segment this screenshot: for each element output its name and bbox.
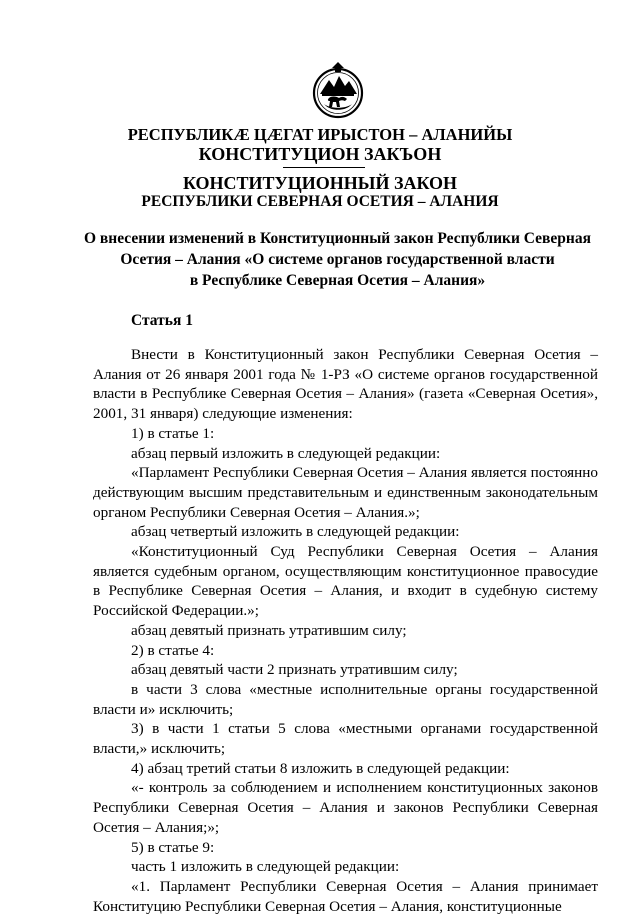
body-paragraph: в части 3 слова «местные исполнительные органы государственной власти и» исключить; (93, 680, 598, 718)
body-paragraph: 2) в статье 4: (131, 641, 215, 659)
body-paragraph: Внести в Конституционный закон Республики Северная Осетия – Алания от 26 января 2001 года № 1-РЗ «О системе органов государственной власти в Республике Северная Осетия – Алания» (газета «Северная Осетия», 2001, 31 января) следующие изменения: (93, 346, 598, 423)
header-republic-ossetian: РЕСПУБЛИКÆ ЦÆГАТ ИРЫСТОН – АЛАНИЙЫ (127, 125, 513, 144)
article-title: Статья 1 (131, 312, 193, 329)
header-law-type-ossetian: КОНСТИТУЦИОН ЗАКЪОН (198, 144, 442, 164)
body-paragraph: «Конституционный Суд Республики Северная Осетия – Алания является судебным органом, осуществляющим конституционное правосудие в Республике Северная Осетия – Алания, и входит в судебную систему Российской Федерации.»; (93, 543, 598, 620)
body-paragraph: абзац первый изложить в следующей редакции: (131, 444, 441, 462)
body-paragraph: абзац девятый признать утратившим силу; (131, 621, 407, 639)
header-republic-russian: РЕСПУБЛИКИ СЕВЕРНАЯ ОСЕТИЯ – АЛАНИЯ (141, 193, 499, 210)
body-paragraph: 5) в статье 9: (131, 838, 215, 856)
body-paragraph: «Парламент Республики Северная Осетия – Алания является постоянно действующим высшим представительным и единственным законодательным органом Республики Северная Осетия – Алания.»; (93, 464, 598, 521)
coat-of-arms-icon (312, 60, 364, 122)
article-body (93, 345, 598, 916)
body-paragraph: часть 1 изложить в следующей редакции: (131, 858, 400, 876)
law-subject-line: О внесении изменений в Конституционный закон Республики Северная (83, 230, 591, 247)
law-subject-line: Осетия – Алания «О системе органов государственной власти (120, 251, 555, 268)
law-subject (80, 228, 595, 291)
body-paragraph: «- контроль за соблюдением и исполнением конституционных законов Республики Северная Осетия – Алания и законов Республики Северная Осетия – Алания;»; (93, 779, 598, 836)
law-subject-line: в Республике Северная Осетия – Алания» (189, 272, 486, 289)
body-paragraph: 1) в статье 1: (131, 424, 215, 442)
header-law-type-russian: КОНСТИТУЦИОННЫЙ ЗАКОН (182, 173, 458, 193)
body-paragraph: 4) абзац третий статьи 8 изложить в следующей редакции: (131, 759, 510, 777)
header-divider (283, 167, 365, 168)
body-paragraph: «1. Парламент Республики Северная Осетия – Алания принимает Конституцию Республики Северная Осетия – Алания, конституционные (93, 877, 598, 915)
body-paragraph: абзац девятый части 2 признать утратившим силу; (131, 661, 458, 679)
body-paragraph: 3) в части 1 статьи 5 слова «местными органами государственной власти,» исключить; (93, 720, 598, 758)
body-paragraph: абзац четвертый изложить в следующей редакции: (131, 523, 460, 541)
